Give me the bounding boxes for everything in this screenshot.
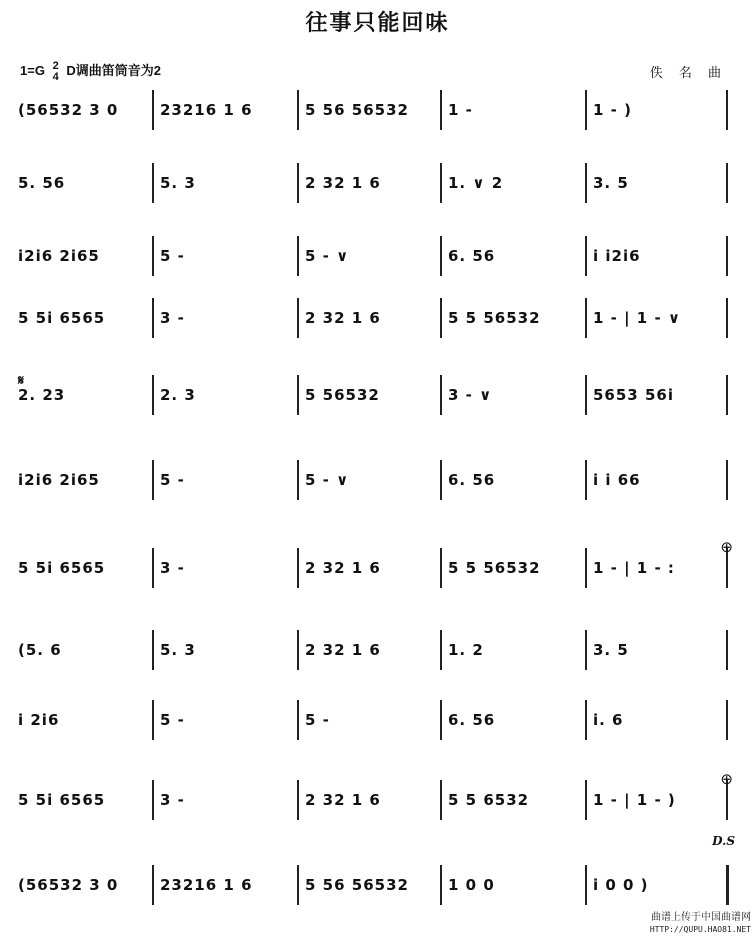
bar-line: [585, 780, 587, 820]
dal-segno-mark: D.S: [712, 834, 735, 848]
measure: (56532 3 0: [18, 101, 119, 119]
bar-line: [726, 90, 728, 130]
time-sig-bottom: 4: [52, 70, 59, 83]
measure: 1 0 0: [448, 876, 495, 894]
measure: 5 5i 6565: [18, 309, 106, 327]
bar-line: [440, 630, 442, 670]
bar-line: [440, 90, 442, 130]
bar-line: [440, 780, 442, 820]
bar-line: [585, 298, 587, 338]
measure: 1. 2: [448, 641, 484, 659]
bar-line: [152, 548, 154, 588]
bar-line: [440, 700, 442, 740]
coda-icon-2: ⊕: [720, 771, 733, 788]
measure: i. 6: [593, 711, 624, 729]
bar-line: [726, 865, 729, 905]
bar-line: [297, 460, 299, 500]
measure: 1. ∨ 2: [448, 174, 504, 192]
bar-line: [152, 236, 154, 276]
measure: 5 - ∨: [305, 247, 350, 265]
bar-line: [152, 700, 154, 740]
measure: i i2i6: [593, 247, 641, 265]
bar-line: [297, 780, 299, 820]
bar-line: [297, 375, 299, 415]
watermark-url: HTTP://QUPU.HAO81.NET: [649, 925, 751, 934]
time-signature: [53, 61, 59, 83]
bar-line: [152, 460, 154, 500]
bar-line: [440, 460, 442, 500]
measure: 5. 3: [160, 641, 196, 659]
bar-line: [726, 630, 728, 670]
measure: 23216 1 6: [160, 876, 253, 894]
time-sig-top: 2: [52, 59, 59, 72]
measure: 3 -: [160, 791, 185, 809]
measure: 1 - ): [593, 101, 632, 119]
measure: 5 -: [160, 471, 185, 489]
measure: 5 56 56532: [305, 101, 409, 119]
measure: i2i6 2i65: [18, 471, 100, 489]
measure: 1 - | 1 - ): [593, 791, 676, 809]
measure: 5 -: [160, 247, 185, 265]
bar-line: [585, 163, 587, 203]
measure: i 2i6: [18, 711, 60, 729]
measure: 3 -: [160, 309, 185, 327]
score-row: [0, 700, 755, 740]
measure: 5 5i 6565: [18, 791, 106, 809]
bar-line: [726, 298, 728, 338]
bar-line: [585, 90, 587, 130]
measure: 5 56532: [305, 386, 380, 404]
score-row: [0, 865, 755, 905]
segno-sign: 𝄋: [18, 372, 25, 388]
bar-line: [585, 375, 587, 415]
measure: 2 32 1 6: [305, 641, 381, 659]
bar-line: [297, 865, 299, 905]
measure: 5 -: [305, 711, 330, 729]
bar-line: [297, 630, 299, 670]
bar-line: [297, 700, 299, 740]
bar-line: [440, 865, 442, 905]
bar-line: [440, 236, 442, 276]
composer-credit: 佚 名 曲: [649, 66, 727, 81]
bar-line: [297, 90, 299, 130]
measure: 5 5 56532: [448, 309, 541, 327]
measure: 5 56 56532: [305, 876, 409, 894]
measure: i2i6 2i65: [18, 247, 100, 265]
measure: (5. 6: [18, 641, 62, 659]
score-row: [0, 630, 755, 670]
bar-line: [726, 700, 728, 740]
bar-line: [440, 163, 442, 203]
measure: 2 32 1 6: [305, 791, 381, 809]
measure: 3. 5: [593, 174, 629, 192]
bar-line: [585, 865, 587, 905]
bar-line: [152, 163, 154, 203]
bar-line: [585, 236, 587, 276]
bar-line: [726, 163, 728, 203]
bar-line: [585, 700, 587, 740]
measure: 5 5i 6565: [18, 559, 106, 577]
key-signature: [20, 60, 161, 83]
measure: 6. 56: [448, 247, 496, 265]
measure: 5 -: [160, 711, 185, 729]
bar-line: [152, 298, 154, 338]
measure: 5 5 56532: [448, 559, 541, 577]
measure: 23216 1 6: [160, 101, 253, 119]
measure: 1 -: [448, 101, 473, 119]
bar-line: [297, 163, 299, 203]
measure: 2. 23: [18, 386, 66, 404]
measure: 6. 56: [448, 711, 496, 729]
score-row: [0, 236, 755, 276]
bar-line: [726, 375, 728, 415]
measure: 3. 5: [593, 641, 629, 659]
measure: 5 5 6532: [448, 791, 530, 809]
measure: 2 32 1 6: [305, 559, 381, 577]
score-row: [0, 460, 755, 500]
bar-line: [152, 90, 154, 130]
measure: 5653 56i: [593, 386, 674, 404]
measure: i i 66: [593, 471, 641, 489]
bar-line: [152, 780, 154, 820]
score-row: [0, 780, 755, 820]
score-row: [0, 548, 755, 588]
bar-line: [726, 236, 728, 276]
flute-note: D调曲笛筒音为2: [66, 63, 161, 78]
measure: 2 32 1 6: [305, 174, 381, 192]
measure: 5. 3: [160, 174, 196, 192]
bar-line: [152, 375, 154, 415]
bar-line: [440, 298, 442, 338]
measure: 2 32 1 6: [305, 309, 381, 327]
measure: 2. 3: [160, 386, 196, 404]
bar-line: [297, 548, 299, 588]
bar-line: [440, 375, 442, 415]
watermark-line-1: 曲谱上传于中国曲谱网: [651, 912, 751, 923]
key-label: 1=G: [20, 63, 45, 78]
score-row: [0, 375, 755, 415]
bar-line: [440, 548, 442, 588]
bar-line: [297, 298, 299, 338]
measure: 6. 56: [448, 471, 496, 489]
measure: 5. 56: [18, 174, 66, 192]
watermark: [650, 912, 751, 936]
measure: 1 - | 1 - :: [593, 559, 675, 577]
bar-line: [297, 236, 299, 276]
coda-icon: ⊕: [720, 539, 733, 556]
bar-line: [585, 630, 587, 670]
score-row: [0, 163, 755, 203]
bar-line: [152, 630, 154, 670]
measure: 1 - | 1 - ∨: [593, 309, 682, 327]
measure: 3 - ∨: [448, 386, 493, 404]
bar-line: [152, 865, 154, 905]
score-row: [0, 298, 755, 338]
measure: i 0 0 ): [593, 876, 649, 894]
measure: 5 - ∨: [305, 471, 350, 489]
measure: 3 -: [160, 559, 185, 577]
song-title: 往事只能回味: [305, 10, 450, 36]
bar-line: [726, 460, 728, 500]
score-row: [0, 90, 755, 130]
measure: (56532 3 0: [18, 876, 119, 894]
bar-line: [585, 548, 587, 588]
bar-line: [585, 460, 587, 500]
